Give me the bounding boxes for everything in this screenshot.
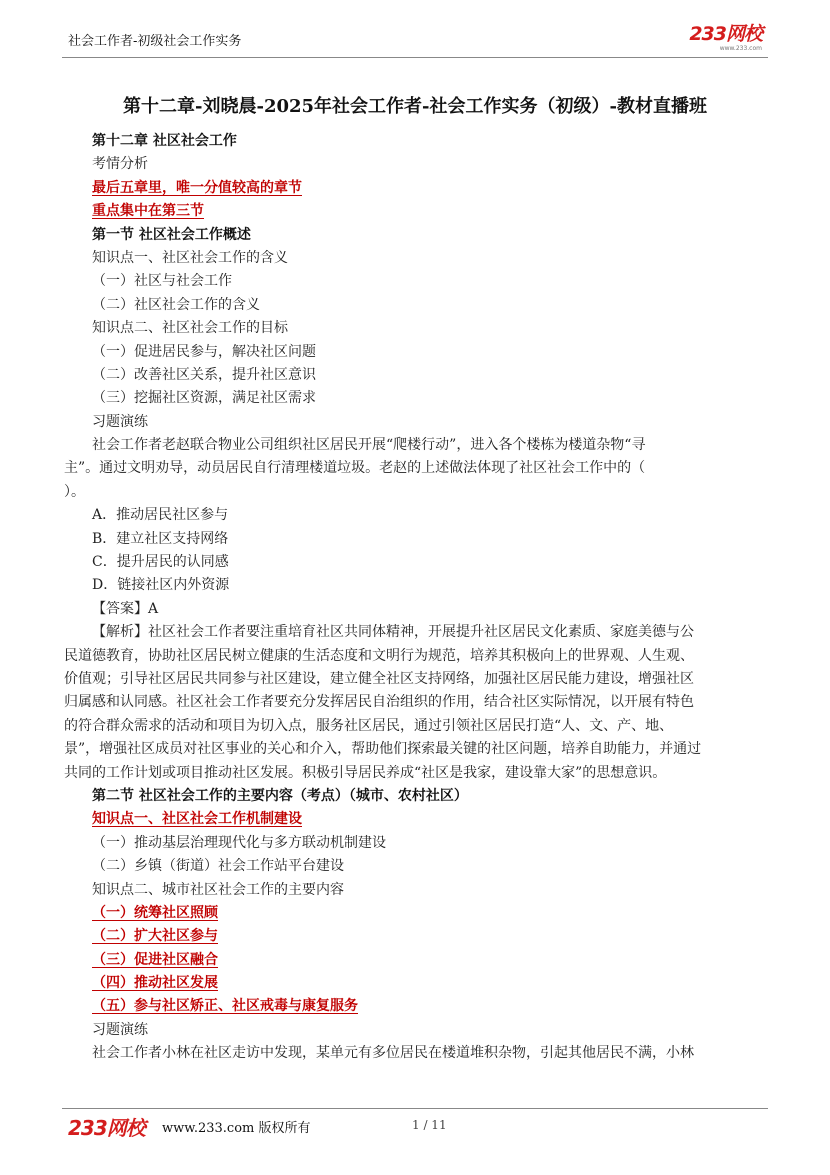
analysis-line: 价值观；引导社区居民共同参与社区建设，建立健全社区支持网络，加强社区居民能力建设，增强社区	[64, 670, 694, 687]
body-line: （一）社区与社会工作	[92, 273, 232, 290]
section-heading: 第二节 社区社会工作的主要内容（考点）（城市、农村社区）	[92, 787, 468, 804]
body-line: 知识点二、社区社会工作的目标	[92, 320, 288, 337]
highlight-line: 重点集中在第三节	[92, 203, 204, 220]
highlight-line: （一）统筹社区照顾	[92, 904, 218, 921]
body-line: 考情分析	[92, 156, 148, 173]
body-line: （二）改善社区关系，提升社区意识	[92, 366, 316, 383]
option-a: A．推动居民社区参与	[92, 507, 229, 524]
body-line: （二）乡镇（街道）社会工作站平台建设	[92, 858, 344, 875]
chapter-heading: 第十二章 社区社会工作	[92, 133, 237, 149]
body-line: 知识点二、城市社区社会工作的主要内容	[92, 881, 344, 898]
header-logo	[676, 24, 762, 54]
option-c: C．提升居民的认同感	[92, 554, 229, 571]
analysis-line: 【解析】社区社会工作者要注重培育社区共同体精神，开展提升社区居民文化素质、家庭美德与公	[92, 624, 694, 641]
question-line: 社会工作者老赵联合物业公司组织社区居民开展“爬楼行动”，进入各个楼栋为楼道杂物“寻	[92, 437, 646, 454]
document-title: 第十二章-刘晓晨-2025年社会工作者-社会工作实务（初级）-教材直播班	[123, 96, 707, 117]
document-body	[64, 130, 770, 1066]
body-line: 知识点一、社区社会工作的含义	[92, 249, 288, 266]
footer-copyright: www.233.com 版权所有	[162, 1121, 311, 1136]
highlight-line: 最后五章里，唯一分值较高的章节	[92, 179, 302, 196]
body-line: （二）社区社会工作的含义	[92, 296, 260, 313]
highlight-line: （二）扩大社区参与	[92, 928, 218, 945]
highlight-line: （四）推动社区发展	[92, 975, 218, 992]
body-line: （一）推动基层治理现代化与多方联动机制建设	[92, 834, 386, 851]
body-line: （三）挖掘社区资源，满足社区需求	[92, 390, 316, 407]
highlight-line: （三）促进社区融合	[92, 951, 218, 968]
analysis-line: 的符合群众需求的活动和项目为切入点，服务社区居民，通过引领社区居民打造“人、文、产、地、	[64, 717, 674, 734]
body-line: （一）促进居民参与，解决社区问题	[92, 343, 316, 360]
question-line: 社会工作者小林在社区走访中发现，某单元有多位居民在楼道堆积杂物，引起其他居民不满，小林	[92, 1045, 694, 1062]
header-logo-url: www.233.com	[719, 45, 762, 52]
analysis-line: 归属感和认同感。社区社会工作者要充分发挥居民自治组织的作用，结合社区实际情况，以开展有特色	[64, 694, 694, 711]
analysis-line: 民道德教育，协助社区居民树立健康的生活态度和文明行为规范，培养其积极向上的世界观、人生观、	[64, 647, 694, 664]
page-number: 1 / 11	[412, 1118, 447, 1132]
analysis-line: 共同的工作计划或项目推动社区发展。积极引导居民养成“社区是我家，建设靠大家”的思想意识。	[64, 764, 667, 781]
answer-line: 【答案】A	[92, 600, 159, 617]
highlight-line: （五）参与社区矫正、社区戒毒与康复服务	[92, 998, 358, 1015]
section-heading: 第一节 社区社会工作概述	[92, 226, 251, 243]
header-divider	[62, 57, 768, 58]
question-line: ）。	[64, 483, 85, 500]
analysis-line: 景”，增强社区成员对社区事业的关心和介入，帮助他们探索最关键的社区问题，培养自助能力，并通过	[64, 741, 702, 758]
highlight-line: 知识点一、社区社会工作机制建设	[92, 811, 302, 828]
header-logo-text: 233网校	[689, 23, 762, 45]
body-line: 习题演练	[92, 413, 148, 430]
option-d: D．链接社区内外资源	[92, 577, 230, 594]
question-line: 主”。通过文明劝导，动员居民自行清理楼道垃圾。老赵的上述做法体现了社区社会工作中的（	[64, 460, 646, 477]
footer-logo: 233网校	[68, 1116, 145, 1140]
option-b: B．建立社区支持网络	[92, 530, 229, 547]
header-title: 社会工作者-初级社会工作实务	[68, 34, 242, 49]
footer-divider	[62, 1108, 768, 1109]
body-line: 习题演练	[92, 1021, 148, 1038]
